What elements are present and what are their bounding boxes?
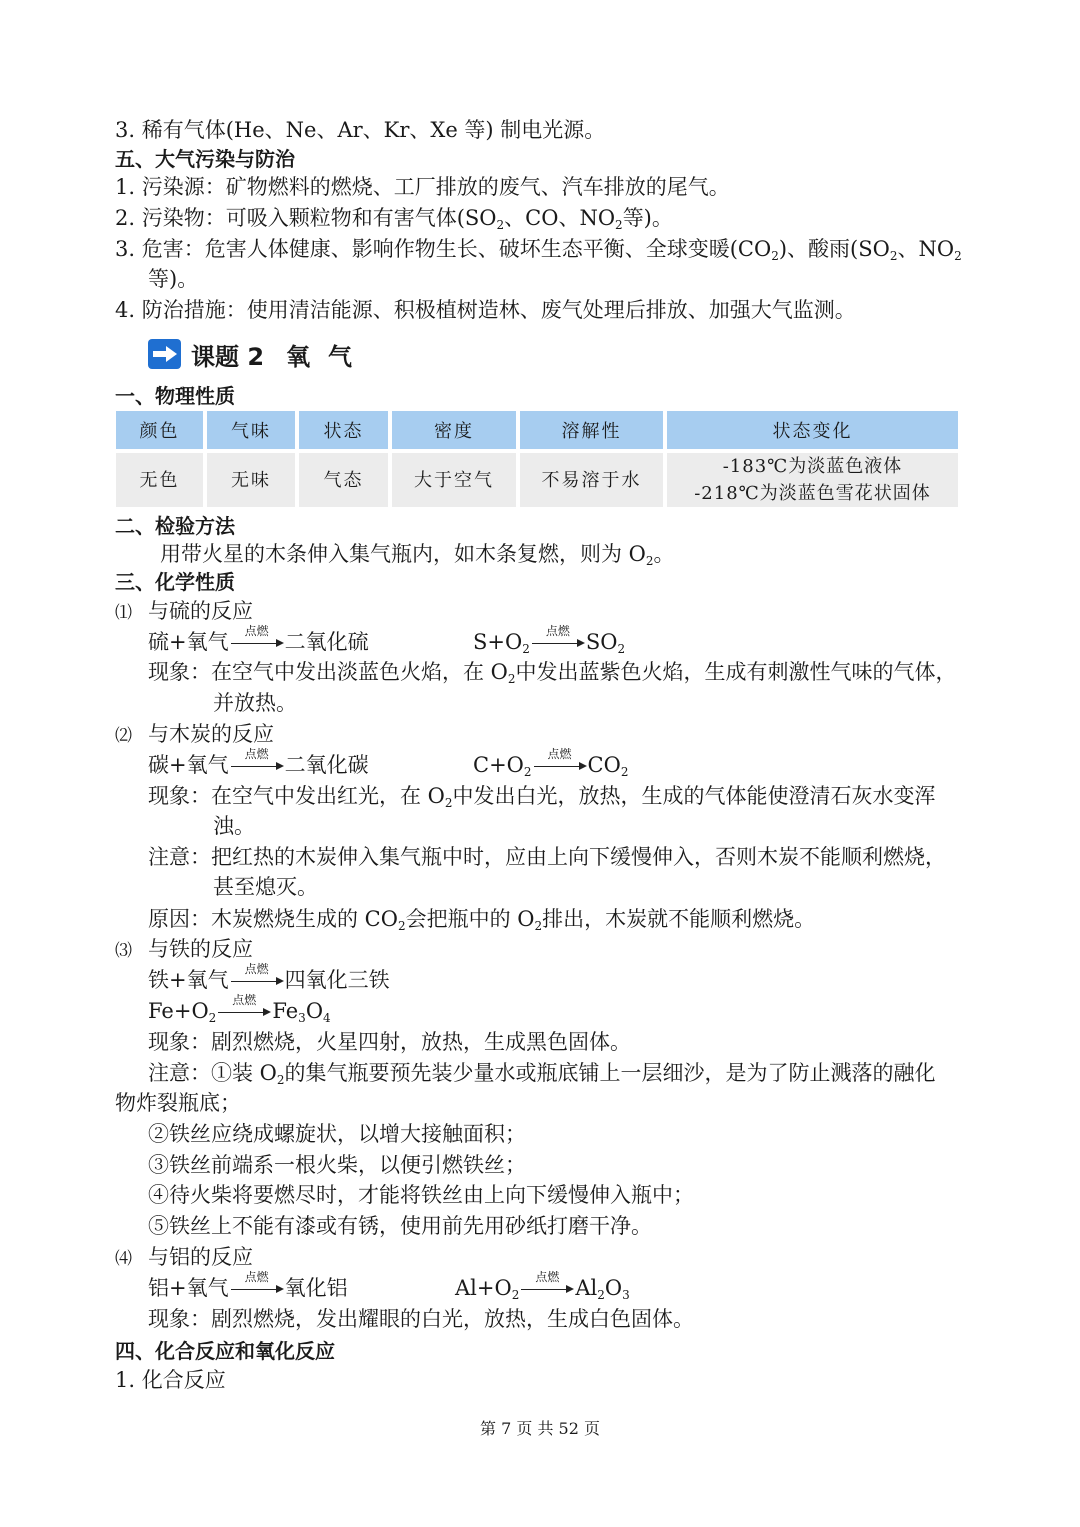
table-row bbox=[116, 453, 958, 511]
eq-right: 二氧化碳 bbox=[284, 753, 369, 777]
reaction-arrow-icon: 点燃 bbox=[532, 750, 588, 780]
pollution-source-line: 1. 污染源：矿物燃料的燃烧、工厂排放的废气、汽车排放的尾气。 bbox=[115, 175, 730, 199]
topic-label: 课题 2 bbox=[191, 342, 265, 371]
carbon-note-cont: 甚至熄灭。 bbox=[213, 875, 318, 899]
table-header-cell: 状态变化 bbox=[667, 411, 958, 453]
table-header-cell: 状态 bbox=[299, 411, 392, 453]
eq-left: 铝+氧气 bbox=[148, 1276, 229, 1300]
reason-text-b: 会把瓶中的 O bbox=[405, 907, 535, 931]
test-text: 用带火星的木条伸入集气瓶内，如木条复燃，则为 $O_2$。 bbox=[160, 542, 675, 568]
carbon-phenomenon: 现象：在空气中发出红光，在 $O_2$中发出白光，放热，生成的气体能使澄清石灰水变浑 bbox=[148, 784, 936, 810]
harm-line: 3. 危害：危害人体健康、影响作物生长、破坏生态平衡、全球变暖$(CO_2)$、酸雨($SO_2$、$NO_2$ bbox=[115, 237, 962, 263]
table-cell: 无色 bbox=[116, 453, 207, 511]
phen-text-b: 中发出蓝紫色火焰，生成有刺激性气味的气体， bbox=[515, 660, 957, 684]
phen-text-b: 中发出白光，放热，生成的气体能使澄清石灰水变浑 bbox=[452, 784, 936, 808]
topic-header bbox=[148, 337, 370, 371]
arrow-right-icon bbox=[148, 339, 181, 369]
carbon-title-text: 与木炭的反应 bbox=[148, 722, 274, 746]
table-header-row bbox=[116, 411, 958, 453]
iron-formula-eq: $Fe+O_2$ 点燃 $Fe_3O_4$ bbox=[148, 993, 331, 1025]
formula-right: Fe bbox=[272, 999, 299, 1023]
formula-left: Al+O bbox=[455, 1276, 512, 1300]
reaction-arrow-icon: 点燃 bbox=[519, 1273, 575, 1303]
harm-text-c: 、NO bbox=[897, 237, 955, 261]
sulfur-label: ⑴ bbox=[115, 603, 132, 623]
aluminium-phenomenon: 现象：剧烈燃烧，发出耀眼的白光，放热，生成白色固体。 bbox=[148, 1307, 694, 1331]
formula-left: S+O bbox=[473, 630, 523, 654]
reaction-arrow-icon: 点燃 bbox=[530, 627, 586, 657]
table-cell-state-change bbox=[667, 453, 958, 511]
sulfur-word-eq bbox=[148, 624, 369, 657]
reason-text-c: 排出，木炭就不能顺利燃烧。 bbox=[542, 907, 816, 931]
formula-right: SO bbox=[585, 630, 618, 654]
formula-right-2: O bbox=[604, 1276, 623, 1300]
reason-text-a: 原因：木炭燃烧生成的 CO bbox=[148, 907, 398, 931]
iron-phenomenon: 现象：剧烈燃烧，火星四射，放热，生成黑色固体。 bbox=[148, 1030, 631, 1054]
combination-reaction-item: 1. 化合反应 bbox=[115, 1368, 226, 1392]
test-text-b: 。 bbox=[653, 542, 675, 566]
sulfur-title-text: 与硫的反应 bbox=[148, 599, 253, 623]
pollutant-line: 2. 污染物：可吸入颗粒物和有害气体($SO_2$、CO、$NO_2$等)。 bbox=[115, 206, 673, 232]
reaction-arrow-icon: 点燃 bbox=[229, 1273, 285, 1303]
pollutant-text-a: 2. 污染物：可吸入颗粒物和有害气体(SO bbox=[115, 206, 497, 230]
physical-properties-table bbox=[116, 411, 958, 511]
iron-title-text: 与铁的反应 bbox=[148, 937, 253, 961]
note-text-b: 的集气瓶要预先装少量水或瓶底铺上一层细沙，是为了防止溅落的融化 bbox=[284, 1061, 936, 1085]
aluminium-formula-eq: $Al+O_2$ 点燃 $Al_2O_3$ bbox=[455, 1270, 630, 1302]
eq-right: 四氧化三铁 bbox=[284, 968, 390, 992]
eq-left: 铁+氧气 bbox=[148, 968, 229, 992]
state-change-liquid: -183℃为淡蓝色液体 bbox=[722, 456, 903, 477]
table-cell: 气态 bbox=[299, 453, 392, 511]
formula-right: Al bbox=[575, 1276, 598, 1300]
eq-left: 碳+氧气 bbox=[148, 753, 229, 777]
table-header-cell: 颜色 bbox=[116, 411, 207, 453]
eq-left: 硫+氧气 bbox=[148, 630, 229, 654]
physical-heading: 一、物理性质 bbox=[115, 384, 235, 408]
eq-right: 氧化铝 bbox=[284, 1276, 348, 1300]
carbon-formula-eq: $C+O_2$ 点燃 $CO_2$ bbox=[473, 747, 629, 779]
carbon-note: 注意：把红热的木炭伸入集气瓶中时，应由上向下缓慢伸入，否则木炭不能顺利燃烧， bbox=[148, 845, 946, 869]
section-5-heading: 五、大气污染与防治 bbox=[115, 147, 295, 171]
formula-left: C+O bbox=[473, 753, 524, 777]
reaction-arrow-icon: 点燃 bbox=[216, 996, 272, 1026]
carbon-title bbox=[115, 719, 274, 749]
table-header-cell: 溶解性 bbox=[520, 411, 667, 453]
iron-note-1: 注意：①装 $O_2$的集气瓶要预先装少量水或瓶底铺上一层细沙，是为了防止溅落的融化 bbox=[148, 1061, 936, 1087]
iron-note-1-cont: 物炸裂瓶底； bbox=[115, 1091, 241, 1115]
formula-right: CO bbox=[587, 753, 621, 777]
harm-text-a: 3. 危害：危害人体健康、影响作物生长、破坏生态平衡、全球变暖(CO bbox=[115, 237, 772, 261]
carbon-label: ⑵ bbox=[115, 726, 132, 746]
aluminium-word-eq bbox=[148, 1270, 348, 1303]
sulfur-formula-eq: $S+O_2$ 点燃 $SO_2$ bbox=[473, 624, 626, 656]
pollutant-text-c: 等)。 bbox=[622, 206, 673, 230]
rare-gas-line: 3. 稀有气体(He、Ne、Ar、Kr、Xe 等) 制电光源。 bbox=[115, 118, 606, 142]
sulfur-title bbox=[115, 596, 253, 626]
carbon-word-eq bbox=[148, 747, 369, 780]
prevention-line: 4. 防治措施：使用清洁能源、积极植树造林、废气处理后排放、加强大气监测。 bbox=[115, 298, 856, 322]
reaction-arrow-icon: 点燃 bbox=[229, 965, 285, 995]
iron-note-2: ②铁丝应绕成螺旋状，以增大接触面积； bbox=[148, 1122, 526, 1146]
test-heading: 二、检验方法 bbox=[115, 514, 235, 538]
iron-label: ⑶ bbox=[115, 941, 132, 961]
phen-text-a: 现象：在空气中发出淡蓝色火焰，在 O bbox=[148, 660, 508, 684]
pollutant-text-b: 、CO、NO bbox=[504, 206, 616, 230]
iron-note-5: ⑤铁丝上不能有漆或有锈，使用前先用砂纸打磨干净。 bbox=[148, 1214, 652, 1238]
table-cell: 不易溶于水 bbox=[520, 453, 667, 511]
test-text-a: 用带火星的木条伸入集气瓶内，如木条复燃，则为 O bbox=[160, 542, 646, 566]
harm-text-b: )、酸雨(SO bbox=[778, 237, 890, 261]
section-4-heading: 四、化合反应和氧化反应 bbox=[115, 1339, 335, 1363]
formula-left: Fe+O bbox=[148, 999, 209, 1023]
chem-heading: 三、化学性质 bbox=[115, 570, 235, 594]
iron-word-eq bbox=[148, 962, 390, 995]
table-cell: 大于空气 bbox=[392, 453, 520, 511]
aluminium-title bbox=[115, 1242, 253, 1272]
carbon-phenomenon-cont: 浊。 bbox=[213, 814, 255, 838]
iron-note-4: ④待火柴将要燃尽时，才能将铁丝由上向下缓慢伸入瓶中； bbox=[148, 1183, 694, 1207]
table-header-cell: 气味 bbox=[207, 411, 299, 453]
reaction-arrow-icon: 点燃 bbox=[229, 750, 285, 780]
harm-line-cont: 等)。 bbox=[148, 267, 199, 291]
table-header-cell: 密度 bbox=[392, 411, 520, 453]
aluminium-label: ⑷ bbox=[115, 1249, 132, 1269]
formula-right-2: O bbox=[305, 999, 324, 1023]
iron-note-3: ③铁丝前端系一根火柴，以便引燃铁丝； bbox=[148, 1153, 526, 1177]
eq-right: 二氧化硫 bbox=[284, 630, 369, 654]
state-change-solid: -218℃为淡蓝色雪花状固体 bbox=[694, 483, 931, 504]
table-cell: 无味 bbox=[207, 453, 299, 511]
page-footer: 第 7 页 共 52 页 bbox=[480, 1419, 600, 1438]
note-text-a: 注意：①装 O bbox=[148, 1061, 277, 1085]
sulfur-phenomenon-cont: 并放热。 bbox=[213, 691, 297, 715]
aluminium-title-text: 与铝的反应 bbox=[148, 1245, 253, 1269]
iron-title bbox=[115, 934, 253, 964]
phen-text-a: 现象：在空气中发出红光，在 O bbox=[148, 784, 445, 808]
carbon-reason: 原因：木炭燃烧生成的 $CO_2$会把瓶中的 $O_2$排出，木炭就不能顺利燃烧。 bbox=[148, 907, 816, 933]
sulfur-phenomenon: 现象：在空气中发出淡蓝色火焰，在 $O_2$中发出蓝紫色火焰，生成有刺激性气味的气体， bbox=[148, 660, 957, 686]
reaction-arrow-icon: 点燃 bbox=[229, 627, 285, 657]
topic-name: 氧气 bbox=[286, 342, 371, 371]
